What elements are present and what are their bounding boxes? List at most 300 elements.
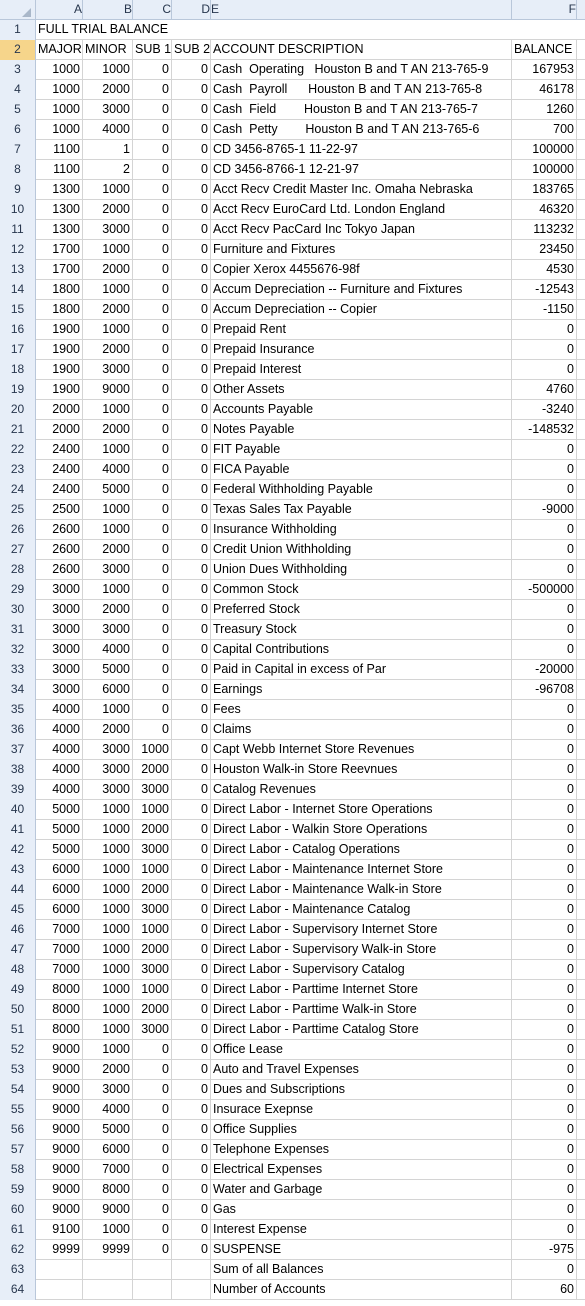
cell-account-description[interactable]: Common Stock	[211, 580, 512, 600]
cell-minor[interactable]: 2	[83, 160, 133, 180]
cell-balance[interactable]: 0	[512, 980, 577, 1000]
cell-account-description[interactable]: Paid in Capital in excess of Par	[211, 660, 512, 680]
row-header[interactable]: 15	[0, 300, 36, 320]
row-header[interactable]: 40	[0, 800, 36, 820]
cell-major[interactable]: 7000	[36, 940, 83, 960]
cell-account-description[interactable]: Claims	[211, 720, 512, 740]
row-header[interactable]: 24	[0, 480, 36, 500]
cell-sub2[interactable]: 0	[172, 1060, 211, 1080]
row-header[interactable]: 11	[0, 220, 36, 240]
cell-sub2[interactable]: 0	[172, 220, 211, 240]
cell-sub1[interactable]: 0	[133, 1140, 172, 1160]
cell-account-description[interactable]: Direct Labor - Walkin Store Operations	[211, 820, 512, 840]
cell-major[interactable]: 4000	[36, 780, 83, 800]
cell-account-description[interactable]: Catalog Revenues	[211, 780, 512, 800]
cell-sub2[interactable]: 0	[172, 540, 211, 560]
cell-sub1[interactable]: 0	[133, 140, 172, 160]
cell-minor[interactable]: 2000	[83, 200, 133, 220]
cell-major[interactable]: 9000	[36, 1060, 83, 1080]
cell-sub2[interactable]: 0	[172, 860, 211, 880]
empty-cell[interactable]	[577, 540, 585, 560]
row-header[interactable]: 4	[0, 80, 36, 100]
cell-balance[interactable]: 0	[512, 1160, 577, 1180]
empty-cell[interactable]	[577, 60, 585, 80]
row-header[interactable]: 48	[0, 960, 36, 980]
cell-balance[interactable]: 100000	[512, 160, 577, 180]
cell-sub2[interactable]: 0	[172, 640, 211, 660]
cell-sub1[interactable]: 0	[133, 660, 172, 680]
cell-account-description[interactable]: Capital Contributions	[211, 640, 512, 660]
cell-sub1[interactable]: 0	[133, 340, 172, 360]
cell-account-description[interactable]: Copier Xerox 4455676-98f	[211, 260, 512, 280]
cell-minor[interactable]: 1	[83, 140, 133, 160]
cell-sub2[interactable]: 0	[172, 620, 211, 640]
cell-minor[interactable]: 3000	[83, 760, 133, 780]
cell-sub1[interactable]: 0	[133, 380, 172, 400]
cell-minor[interactable]: 5000	[83, 1120, 133, 1140]
cell-minor[interactable]: 1000	[83, 400, 133, 420]
cell-major[interactable]: 8000	[36, 1020, 83, 1040]
cell-balance[interactable]: 0	[512, 700, 577, 720]
cell-major[interactable]: 1000	[36, 60, 83, 80]
cell-sub1[interactable]: 0	[133, 500, 172, 520]
cell-minor[interactable]: 1000	[83, 800, 133, 820]
cell-account-description[interactable]: Direct Labor - Supervisory Internet Store	[211, 920, 512, 940]
cell-sub2[interactable]: 0	[172, 440, 211, 460]
row-header[interactable]: 18	[0, 360, 36, 380]
row-header[interactable]: 51	[0, 1020, 36, 1040]
cell-minor[interactable]: 3000	[83, 1080, 133, 1100]
cell-balance[interactable]: 0	[512, 940, 577, 960]
cell-minor[interactable]: 1000	[83, 180, 133, 200]
cell-sub1[interactable]: 0	[133, 1120, 172, 1140]
cell-account-description[interactable]: Water and Garbage	[211, 1180, 512, 1200]
header-sub2[interactable]: SUB 2	[172, 40, 211, 60]
cell-minor[interactable]: 3000	[83, 780, 133, 800]
row-header[interactable]: 23	[0, 460, 36, 480]
cell-account-description[interactable]: Acct Recv PacCard Inc Tokyo Japan	[211, 220, 512, 240]
cell-sub1[interactable]: 1000	[133, 980, 172, 1000]
cell-major[interactable]: 1000	[36, 100, 83, 120]
cell-minor[interactable]: 9999	[83, 1240, 133, 1260]
cell-major[interactable]: 6000	[36, 900, 83, 920]
row-header[interactable]: 39	[0, 780, 36, 800]
empty-cell[interactable]	[577, 440, 585, 460]
cell-major[interactable]: 2000	[36, 420, 83, 440]
empty-cell[interactable]	[577, 660, 585, 680]
cell-balance[interactable]: 0	[512, 600, 577, 620]
cell-minor[interactable]: 9000	[83, 1200, 133, 1220]
cell-minor[interactable]: 2000	[83, 80, 133, 100]
cell-minor[interactable]: 2000	[83, 720, 133, 740]
cell-account-description[interactable]: Accum Depreciation -- Copier	[211, 300, 512, 320]
cell-minor[interactable]: 4000	[83, 640, 133, 660]
cell-sub1[interactable]: 3000	[133, 840, 172, 860]
cell-minor[interactable]: 1000	[83, 520, 133, 540]
cell-balance[interactable]: 0	[512, 560, 577, 580]
cell-sub1[interactable]: 2000	[133, 940, 172, 960]
cell-major[interactable]: 5000	[36, 800, 83, 820]
cell-balance[interactable]: -148532	[512, 420, 577, 440]
cell-major[interactable]: 2400	[36, 440, 83, 460]
empty-cell[interactable]	[577, 280, 585, 300]
empty-cell[interactable]	[577, 420, 585, 440]
empty-cell[interactable]	[577, 640, 585, 660]
cell-balance[interactable]: 700	[512, 120, 577, 140]
column-header-f[interactable]: F	[512, 0, 577, 20]
cell-balance[interactable]: 0	[512, 440, 577, 460]
cell-balance[interactable]: 0	[512, 1040, 577, 1060]
cell-sub1[interactable]: 2000	[133, 760, 172, 780]
cell-sub1[interactable]: 0	[133, 260, 172, 280]
empty-cell[interactable]	[577, 1180, 585, 1200]
cell-major[interactable]: 1800	[36, 280, 83, 300]
cell-balance[interactable]: -975	[512, 1240, 577, 1260]
row-header[interactable]: 59	[0, 1180, 36, 1200]
empty-cell[interactable]	[577, 1280, 585, 1300]
cell-major[interactable]: 7000	[36, 960, 83, 980]
cell-account-description[interactable]: Fees	[211, 700, 512, 720]
empty-cell[interactable]	[577, 840, 585, 860]
cell-minor[interactable]: 4000	[83, 1100, 133, 1120]
row-header[interactable]: 30	[0, 600, 36, 620]
row-header[interactable]: 6	[0, 120, 36, 140]
column-header-b[interactable]: B	[83, 0, 133, 20]
empty-cell[interactable]	[577, 860, 585, 880]
cell-balance[interactable]: 0	[512, 480, 577, 500]
cell-sub2[interactable]	[172, 1260, 211, 1280]
cell-account-description[interactable]: Gas	[211, 1200, 512, 1220]
cell-account-description[interactable]: FICA Payable	[211, 460, 512, 480]
cell-sub1[interactable]: 0	[133, 100, 172, 120]
cell-sub1[interactable]: 0	[133, 1040, 172, 1060]
cell-sub1[interactable]: 0	[133, 640, 172, 660]
cell-major[interactable]: 8000	[36, 980, 83, 1000]
empty-cell[interactable]	[577, 720, 585, 740]
cell-sub2[interactable]: 0	[172, 960, 211, 980]
cell-sub1[interactable]: 1000	[133, 740, 172, 760]
cell-major[interactable]: 2600	[36, 520, 83, 540]
select-all-corner[interactable]	[0, 0, 36, 20]
row-header[interactable]: 49	[0, 980, 36, 1000]
cell-major[interactable]: 9000	[36, 1120, 83, 1140]
cell-balance[interactable]: 0	[512, 1180, 577, 1200]
cell-major[interactable]: 1300	[36, 180, 83, 200]
cell-sub1[interactable]: 0	[133, 1180, 172, 1200]
empty-cell[interactable]	[577, 340, 585, 360]
cell-balance[interactable]: 0	[512, 1220, 577, 1240]
cell-minor[interactable]: 3000	[83, 740, 133, 760]
cell-sub2[interactable]: 0	[172, 740, 211, 760]
cell-minor[interactable]: 1000	[83, 880, 133, 900]
cell-minor[interactable]: 3000	[83, 100, 133, 120]
cell-minor[interactable]: 3000	[83, 560, 133, 580]
cell-sub2[interactable]: 0	[172, 280, 211, 300]
cell-major[interactable]	[36, 1260, 83, 1280]
empty-cell[interactable]	[577, 1060, 585, 1080]
cell-balance[interactable]: 0	[512, 780, 577, 800]
cell-major[interactable]: 1000	[36, 80, 83, 100]
cell-sub2[interactable]: 0	[172, 260, 211, 280]
row-header[interactable]: 1	[0, 20, 36, 40]
number-of-accounts-value[interactable]: 60	[512, 1280, 577, 1300]
cell-major[interactable]: 1300	[36, 200, 83, 220]
cell-sub1[interactable]: 0	[133, 580, 172, 600]
cell-sub1[interactable]: 0	[133, 700, 172, 720]
empty-cell[interactable]	[577, 1220, 585, 1240]
cell-sub2[interactable]: 0	[172, 200, 211, 220]
row-header[interactable]: 16	[0, 320, 36, 340]
empty-cell[interactable]	[577, 400, 585, 420]
cell-minor[interactable]	[83, 1260, 133, 1280]
cell-major[interactable]: 8000	[36, 1000, 83, 1020]
cell-balance[interactable]: 4530	[512, 260, 577, 280]
cell-account-description[interactable]: Insurance Withholding	[211, 520, 512, 540]
cell-sub2[interactable]: 0	[172, 780, 211, 800]
cell-sub2[interactable]: 0	[172, 1180, 211, 1200]
row-header[interactable]: 37	[0, 740, 36, 760]
cell-major[interactable]: 2600	[36, 560, 83, 580]
cell-sub1[interactable]: 0	[133, 120, 172, 140]
cell-major[interactable]: 3000	[36, 600, 83, 620]
cell-balance[interactable]: 0	[512, 520, 577, 540]
row-header[interactable]: 64	[0, 1280, 36, 1300]
cell-major[interactable]: 4000	[36, 700, 83, 720]
cell-balance[interactable]: 0	[512, 1120, 577, 1140]
cell-account-description[interactable]: SUSPENSE	[211, 1240, 512, 1260]
cell-sub2[interactable]: 0	[172, 1160, 211, 1180]
empty-cell[interactable]	[577, 1120, 585, 1140]
cell-sub1[interactable]: 0	[133, 1080, 172, 1100]
cell-major[interactable]: 4000	[36, 720, 83, 740]
empty-cell[interactable]	[577, 700, 585, 720]
cell-major[interactable]: 7000	[36, 920, 83, 940]
row-header[interactable]: 13	[0, 260, 36, 280]
cell-sub1[interactable]: 0	[133, 540, 172, 560]
cell-balance[interactable]: 0	[512, 620, 577, 640]
cell-balance[interactable]: 0	[512, 1060, 577, 1080]
cell-major[interactable]: 2400	[36, 460, 83, 480]
cell-account-description[interactable]: Prepaid Interest	[211, 360, 512, 380]
sum-balances-label[interactable]: Sum of all Balances	[211, 1260, 512, 1280]
cell-account-description[interactable]: Cash Field Houston B and T AN 213-765-7	[211, 100, 512, 120]
empty-cell[interactable]	[577, 880, 585, 900]
cell-minor[interactable]	[83, 1280, 133, 1300]
cell-minor[interactable]: 1000	[83, 840, 133, 860]
cell-account-description[interactable]: Preferred Stock	[211, 600, 512, 620]
row-header[interactable]: 50	[0, 1000, 36, 1020]
empty-cell[interactable]	[577, 760, 585, 780]
row-header[interactable]: 55	[0, 1100, 36, 1120]
row-header[interactable]: 12	[0, 240, 36, 260]
cell-sub2[interactable]: 0	[172, 760, 211, 780]
cell-major[interactable]: 6000	[36, 860, 83, 880]
cell-sub2[interactable]: 0	[172, 600, 211, 620]
number-of-accounts-label[interactable]: Number of Accounts	[211, 1280, 512, 1300]
cell-sub2[interactable]: 0	[172, 420, 211, 440]
cell-balance[interactable]: 0	[512, 1100, 577, 1120]
cell-sub1[interactable]: 0	[133, 600, 172, 620]
cell-balance[interactable]: 0	[512, 340, 577, 360]
cell-balance[interactable]: 0	[512, 860, 577, 880]
cell-account-description[interactable]: Earnings	[211, 680, 512, 700]
row-header[interactable]: 34	[0, 680, 36, 700]
cell-account-description[interactable]: Prepaid Insurance	[211, 340, 512, 360]
cell-sub1[interactable]: 1000	[133, 920, 172, 940]
cell-major[interactable]: 1700	[36, 260, 83, 280]
cell-minor[interactable]: 6000	[83, 680, 133, 700]
cell-major[interactable]: 1900	[36, 320, 83, 340]
cell-account-description[interactable]: Treasury Stock	[211, 620, 512, 640]
cell-sub1[interactable]: 3000	[133, 780, 172, 800]
empty-cell[interactable]	[577, 620, 585, 640]
cell-sub2[interactable]: 0	[172, 660, 211, 680]
cell-minor[interactable]: 6000	[83, 1140, 133, 1160]
cell-minor[interactable]: 1000	[83, 820, 133, 840]
cell-balance[interactable]: 0	[512, 640, 577, 660]
empty-cell[interactable]	[577, 240, 585, 260]
cell-sub2[interactable]: 0	[172, 880, 211, 900]
row-header[interactable]: 45	[0, 900, 36, 920]
column-header-d[interactable]: D	[172, 0, 211, 20]
cell-sub2[interactable]: 0	[172, 900, 211, 920]
row-header[interactable]: 14	[0, 280, 36, 300]
row-header[interactable]: 32	[0, 640, 36, 660]
empty-cell[interactable]	[577, 460, 585, 480]
cell-sub1[interactable]: 0	[133, 300, 172, 320]
empty-cell[interactable]	[577, 200, 585, 220]
cell-major[interactable]: 9999	[36, 1240, 83, 1260]
cell-account-description[interactable]: Interest Expense	[211, 1220, 512, 1240]
cell-balance[interactable]: 113232	[512, 220, 577, 240]
cell-minor[interactable]: 2000	[83, 600, 133, 620]
column-header-c[interactable]: C	[133, 0, 172, 20]
cell-sub2[interactable]: 0	[172, 580, 211, 600]
cell-account-description[interactable]: CD 3456-8766-1 12-21-97	[211, 160, 512, 180]
cell-sub1[interactable]: 1000	[133, 800, 172, 820]
row-header[interactable]: 19	[0, 380, 36, 400]
cell-minor[interactable]: 3000	[83, 620, 133, 640]
cell-sub2[interactable]: 0	[172, 120, 211, 140]
empty-cell[interactable]	[577, 160, 585, 180]
cell-major[interactable]: 9000	[36, 1140, 83, 1160]
cell-sub1[interactable]: 0	[133, 1220, 172, 1240]
row-header[interactable]: 3	[0, 60, 36, 80]
cell-minor[interactable]: 4000	[83, 120, 133, 140]
empty-cell[interactable]	[577, 780, 585, 800]
empty-cell[interactable]	[577, 120, 585, 140]
cell-sub1[interactable]: 0	[133, 520, 172, 540]
cell-major[interactable]	[36, 1280, 83, 1300]
cell-sub2[interactable]: 0	[172, 480, 211, 500]
cell-account-description[interactable]: Insurace Exepnse	[211, 1100, 512, 1120]
empty-cell[interactable]	[577, 940, 585, 960]
row-header[interactable]: 5	[0, 100, 36, 120]
cell-balance[interactable]: 0	[512, 460, 577, 480]
cell-minor[interactable]: 1000	[83, 280, 133, 300]
empty-cell[interactable]	[577, 1080, 585, 1100]
cell-account-description[interactable]: Direct Labor - Parttime Walk-in Store	[211, 1000, 512, 1020]
row-header[interactable]: 10	[0, 200, 36, 220]
cell-sub2[interactable]: 0	[172, 320, 211, 340]
cell-minor[interactable]: 8000	[83, 1180, 133, 1200]
cell-balance[interactable]: 0	[512, 760, 577, 780]
empty-cell[interactable]	[577, 180, 585, 200]
cell-balance[interactable]: -3240	[512, 400, 577, 420]
cell-account-description[interactable]: Direct Labor - Supervisory Walk-in Store	[211, 940, 512, 960]
cell-sub1[interactable]: 0	[133, 160, 172, 180]
cell-major[interactable]: 1900	[36, 340, 83, 360]
cell-balance[interactable]: 0	[512, 820, 577, 840]
cell-major[interactable]: 1700	[36, 240, 83, 260]
empty-cell[interactable]	[577, 220, 585, 240]
row-header[interactable]: 43	[0, 860, 36, 880]
cell-sub1[interactable]: 0	[133, 180, 172, 200]
cell-account-description[interactable]: Direct Labor - Parttime Internet Store	[211, 980, 512, 1000]
cell-major[interactable]: 9000	[36, 1040, 83, 1060]
cell-balance[interactable]: 0	[512, 720, 577, 740]
cell-account-description[interactable]: Prepaid Rent	[211, 320, 512, 340]
row-header[interactable]: 27	[0, 540, 36, 560]
cell-balance[interactable]: 0	[512, 540, 577, 560]
sum-balances-value[interactable]: 0	[512, 1260, 577, 1280]
empty-cell[interactable]	[577, 820, 585, 840]
cell-sub2[interactable]: 0	[172, 520, 211, 540]
cell-balance[interactable]: 167953	[512, 60, 577, 80]
cell-minor[interactable]: 1000	[83, 1000, 133, 1020]
cell-major[interactable]: 2400	[36, 480, 83, 500]
empty-cell[interactable]	[577, 360, 585, 380]
cell-sub2[interactable]: 0	[172, 1140, 211, 1160]
cell-sub1[interactable]: 0	[133, 1160, 172, 1180]
cell-sub1[interactable]: 2000	[133, 880, 172, 900]
cell-sub1[interactable]: 0	[133, 220, 172, 240]
empty-cell[interactable]	[577, 600, 585, 620]
cell-sub1[interactable]: 2000	[133, 1000, 172, 1020]
cell-sub2[interactable]: 0	[172, 720, 211, 740]
cell-sub2[interactable]: 0	[172, 160, 211, 180]
cell-balance[interactable]: 183765	[512, 180, 577, 200]
cell-sub1[interactable]: 0	[133, 200, 172, 220]
cell-minor[interactable]: 1000	[83, 920, 133, 940]
cell-minor[interactable]: 1000	[83, 940, 133, 960]
row-header[interactable]: 60	[0, 1200, 36, 1220]
empty-cell[interactable]	[577, 320, 585, 340]
cell-major[interactable]: 1900	[36, 380, 83, 400]
row-header[interactable]: 38	[0, 760, 36, 780]
cell-major[interactable]: 5000	[36, 820, 83, 840]
empty-cell[interactable]	[577, 1200, 585, 1220]
cell-balance[interactable]: -20000	[512, 660, 577, 680]
cell-balance[interactable]: 0	[512, 1000, 577, 1020]
cell-account-description[interactable]: Direct Labor - Maintenance Internet Store	[211, 860, 512, 880]
cell-sub1[interactable]: 0	[133, 680, 172, 700]
row-header[interactable]: 31	[0, 620, 36, 640]
cell-sub2[interactable]: 0	[172, 500, 211, 520]
cell-sub1[interactable]: 0	[133, 1060, 172, 1080]
empty-cell[interactable]	[577, 100, 585, 120]
cell-major[interactable]: 9100	[36, 1220, 83, 1240]
row-header[interactable]: 21	[0, 420, 36, 440]
cell-sub2[interactable]: 0	[172, 1200, 211, 1220]
row-header[interactable]: 42	[0, 840, 36, 860]
empty-cell[interactable]	[577, 560, 585, 580]
cell-major[interactable]: 9000	[36, 1080, 83, 1100]
cell-sub2[interactable]: 0	[172, 980, 211, 1000]
cell-minor[interactable]: 2000	[83, 540, 133, 560]
cell-sub1[interactable]: 0	[133, 280, 172, 300]
cell-sub1[interactable]: 0	[133, 480, 172, 500]
